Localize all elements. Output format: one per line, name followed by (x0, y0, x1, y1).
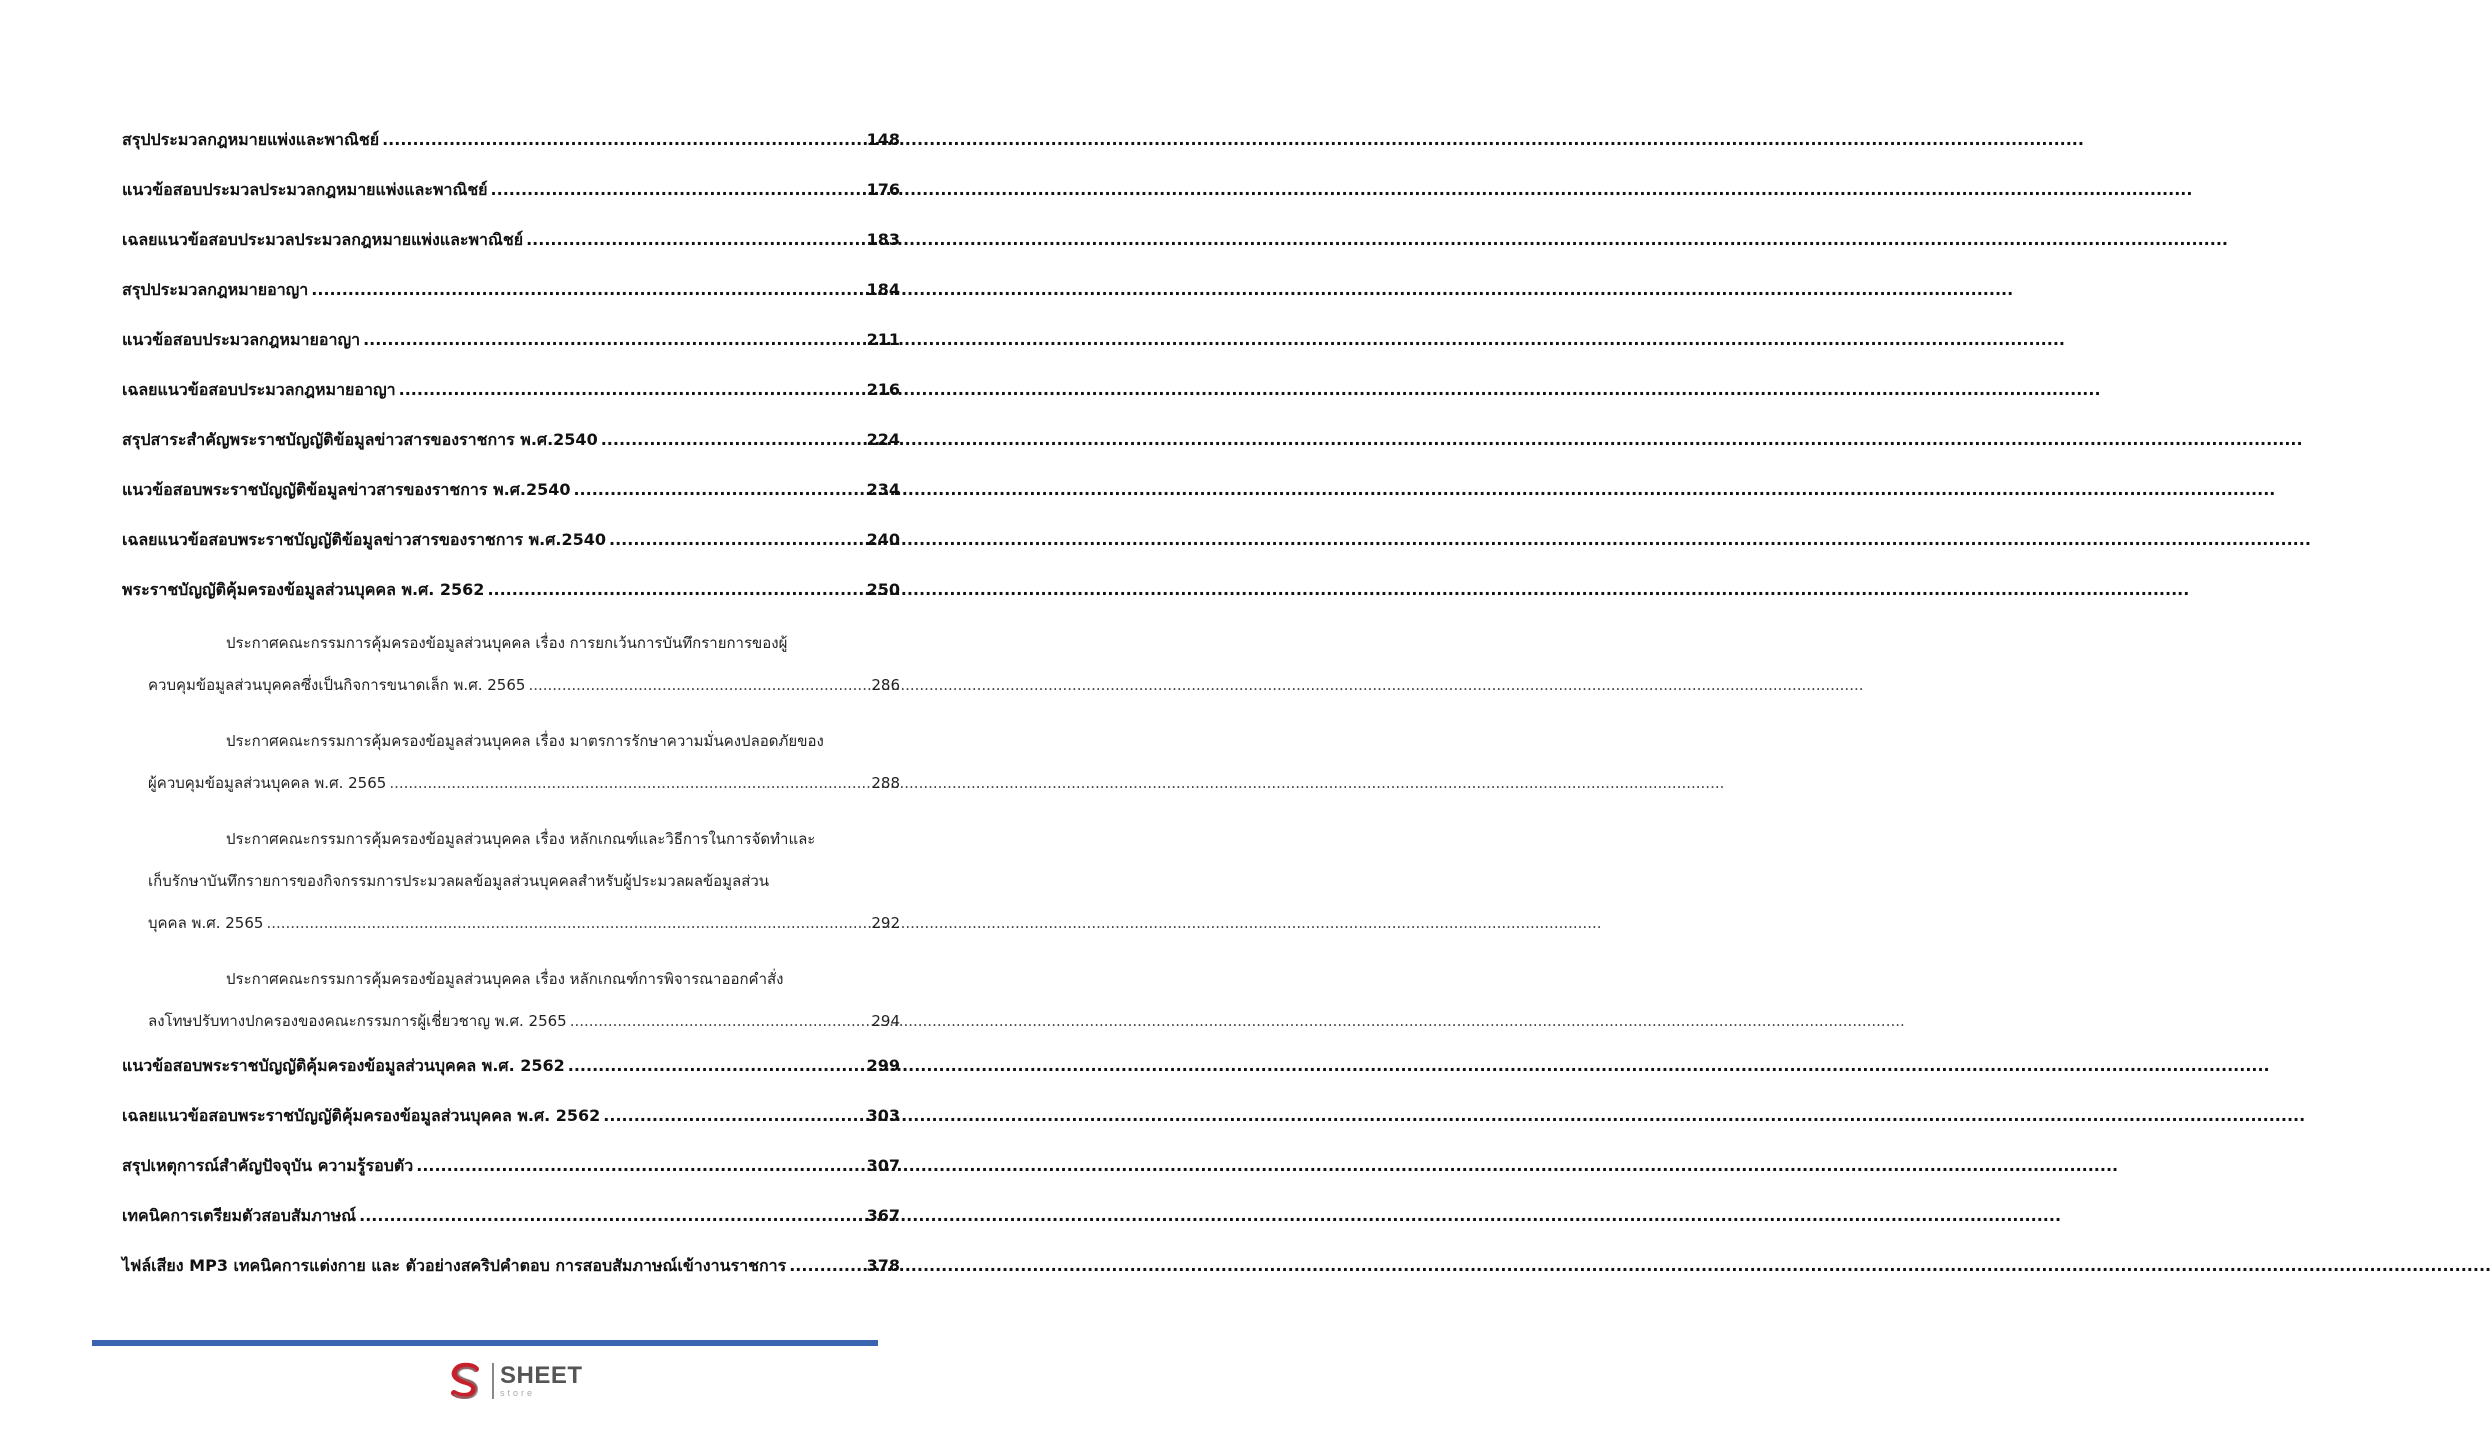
toc-top-entries (122, 122, 900, 622)
toc-sub-entries (122, 628, 900, 1036)
toc-page-number: 148 (866, 130, 900, 149)
toc-entry[interactable] (122, 122, 900, 172)
toc-page-number: 224 (866, 430, 900, 449)
logo-wordmark: SHEET (500, 1362, 583, 1389)
toc-entry[interactable] (122, 1148, 900, 1198)
toc-dot-leader (528, 670, 868, 700)
toc-entry[interactable] (122, 372, 900, 422)
toc-dot-leader (311, 272, 863, 308)
toc-page-number: 288 (871, 774, 900, 792)
toc-page-number: 211 (866, 330, 900, 349)
toc-entry[interactable] (122, 572, 900, 622)
toc-page-number: 299 (866, 1056, 900, 1075)
toc-entry[interactable] (122, 472, 900, 522)
table-of-contents (122, 122, 900, 1298)
toc-page-number: 240 (866, 530, 900, 549)
logo-subtext: store (500, 1388, 536, 1398)
toc-entry-title: เฉลยแนวข้อสอบพระราชบัญญัติคุ้มครองข้อมูลส่วนบุคคล พ.ศ. 2562 (122, 1106, 601, 1125)
toc-sub-entry[interactable] (122, 726, 900, 798)
toc-entry-title: แนวข้อสอบพระราชบัญญัติข้อมูลข่าวสารของราชการ พ.ศ.2540 (122, 480, 571, 499)
toc-entry-title: เฉลยแนวข้อสอบประมวลกฎหมายอาญา (122, 380, 396, 399)
logo-text (500, 1364, 583, 1398)
toc-page-number: 184 (866, 280, 900, 299)
toc-entry-title: แนวข้อสอบประมวลประมวลกฎหมายแพ่งและพาณิชย์ (122, 180, 488, 199)
toc-entry[interactable] (122, 1248, 900, 1298)
toc-sub-entry[interactable] (122, 824, 900, 938)
toc-page-number: 234 (866, 480, 900, 499)
toc-page-number: 183 (866, 230, 900, 249)
toc-entry[interactable] (122, 222, 900, 272)
logo-separator (492, 1363, 494, 1399)
toc-dot-leader (491, 172, 864, 208)
toc-entry[interactable] (122, 1048, 900, 1098)
toc-dot-leader (570, 1006, 869, 1036)
toc-entry-title: สรุปประมวลกฎหมายอาญา (122, 280, 309, 299)
toc-sub-entry-line: ประกาศคณะกรรมการคุ้มครองข้อมูลส่วนบุคคล เรื่อง หลักเกณฑ์การพิจารณาออกคำสั่ง (226, 970, 784, 988)
toc-page-number: 250 (866, 580, 900, 599)
toc-dot-leader (416, 1148, 863, 1184)
toc-bottom-entries (122, 1048, 900, 1298)
toc-entry[interactable] (122, 1098, 900, 1148)
toc-entry[interactable] (122, 422, 900, 472)
toc-entry-title: เฉลยแนวข้อสอบประมวลประมวลกฎหมายแพ่งและพาณิชย์ (122, 230, 524, 249)
toc-dot-leader (568, 1048, 864, 1084)
toc-sub-entry[interactable] (122, 628, 900, 700)
toc-entry-title: สรุปประมวลกฎหมายแพ่งและพาณิชย์ (122, 130, 380, 149)
toc-dot-leader (389, 768, 868, 798)
toc-page-number: 307 (866, 1156, 900, 1175)
toc-entry[interactable] (122, 172, 900, 222)
toc-entry-title: ไฟล์เสียง MP3 เทคนิคการแต่งกาย และ ตัวอย่างสคริปคำตอบ การสอบสัมภาษณ์เข้างานราชการ (122, 1256, 787, 1275)
toc-page-number: 286 (871, 676, 900, 694)
toc-dot-leader (601, 422, 864, 458)
toc-entry-title: สรุปเหตุการณ์สำคัญปัจจุบัน ความรู้รอบตัว (122, 1156, 414, 1175)
toc-entry-title: สรุปสาระสำคัญพระราชบัญญัติข้อมูลข่าวสารของราชการ พ.ศ.2540 (122, 430, 598, 449)
toc-dot-leader (609, 522, 864, 558)
toc-sub-entry-line: ลงโทษปรับทางปกครองของคณะกรรมการผู้เชี่ยวชาญ พ.ศ. 2565 (148, 1012, 567, 1030)
toc-entry[interactable] (122, 1198, 900, 1248)
toc-sub-entry-line: ควบคุมข้อมูลส่วนบุคคลซึ่งเป็นกิจการขนาดเล็ก พ.ศ. 2565 (148, 676, 526, 694)
sheet-store-logo (446, 1358, 583, 1404)
sheet-store-logo-icon (446, 1361, 486, 1401)
toc-entry-title: เทคนิคการเตรียมตัวสอบสัมภาษณ์ (122, 1206, 357, 1225)
toc-entry[interactable] (122, 322, 900, 372)
toc-dot-leader (382, 122, 864, 158)
toc-page-number: 367 (866, 1206, 900, 1225)
toc-page-number: 378 (866, 1256, 900, 1275)
toc-page-number: 303 (866, 1106, 900, 1125)
toc-page-number: 294 (871, 1012, 900, 1030)
toc-sub-entry-line: เก็บรักษาบันทึกรายการของกิจกรรมการประมวลผลข้อมูลส่วนบุคคลสำหรับผู้ประมวลผลข้อมูลส่วน (148, 872, 770, 890)
toc-dot-leader (573, 472, 863, 508)
toc-entry-title: เฉลยแนวข้อสอบพระราชบัญญัติข้อมูลข่าวสารของราชการ พ.ศ.2540 (122, 530, 607, 549)
toc-page-number: 176 (866, 180, 900, 199)
toc-sub-entry-line: ประกาศคณะกรรมการคุ้มครองข้อมูลส่วนบุคคล เรื่อง หลักเกณฑ์และวิธีการในการจัดทำและ (226, 830, 816, 848)
toc-dot-leader (266, 908, 868, 938)
toc-sub-entry-line: บุคคล พ.ศ. 2565 (148, 914, 264, 932)
toc-page-number: 216 (866, 380, 900, 399)
toc-entry-title: พระราชบัญญัติคุ้มครองข้อมูลส่วนบุคคล พ.ศ. 2562 (122, 580, 485, 599)
toc-sub-entry-line: ประกาศคณะกรรมการคุ้มครองข้อมูลส่วนบุคคล เรื่อง มาตรการรักษาความมั่นคงปลอดภัยของ (226, 732, 824, 750)
toc-sub-entry[interactable] (122, 964, 900, 1036)
toc-dot-leader (603, 1098, 863, 1134)
toc-dot-leader (526, 222, 864, 258)
footer-divider-bar (92, 1340, 878, 1346)
toc-entry[interactable] (122, 522, 900, 572)
toc-entry-title: แนวข้อสอบพระราชบัญญัติคุ้มครองข้อมูลส่วนบุคคล พ.ศ. 2562 (122, 1056, 565, 1075)
toc-page-number: 292 (871, 914, 900, 932)
toc-sub-entry-line: ผู้ควบคุมข้อมูลส่วนบุคคล พ.ศ. 2565 (148, 774, 387, 792)
toc-entry-title: แนวข้อสอบประมวลกฎหมายอาญา (122, 330, 361, 349)
toc-dot-leader (789, 1248, 863, 1284)
toc-sub-entry-line: ประกาศคณะกรรมการคุ้มครองข้อมูลส่วนบุคคล เรื่อง การยกเว้นการบันทึกรายการของผู้ (226, 634, 788, 652)
toc-entry[interactable] (122, 272, 900, 322)
toc-dot-leader (399, 372, 864, 408)
toc-dot-leader (487, 572, 863, 608)
toc-dot-leader (363, 322, 864, 358)
toc-dot-leader (359, 1198, 863, 1234)
